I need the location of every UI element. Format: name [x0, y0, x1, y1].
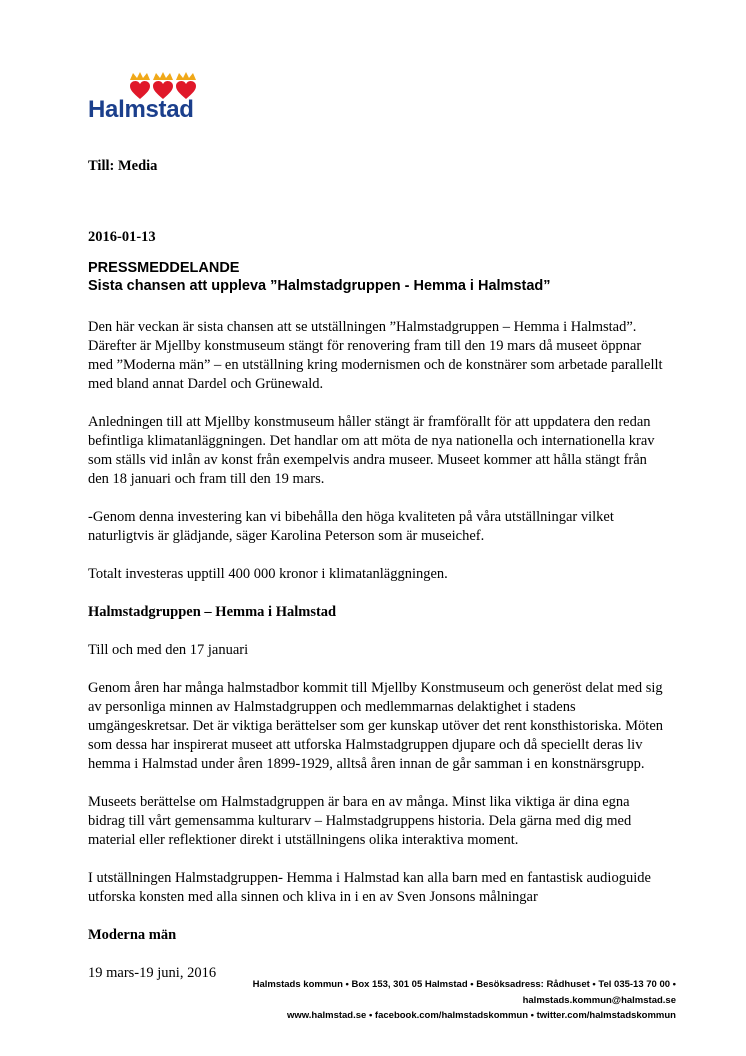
recipient-line: Till: Media [88, 158, 158, 174]
paragraph: Till och med den 17 januari [88, 642, 249, 658]
paragraph: I utställningen Halmstadgruppen- Hemma i Halmstad kan alla barn med en fantastisk audioguide utforska konsten med alla sinnen och kliva in i en av Sven Jonsons målningar [88, 870, 651, 905]
section-heading: Halmstadgruppen – Hemma i Halmstad [88, 604, 337, 620]
footer-address: Halmstads kommun • Box 153, 301 05 Halmstad • Besöksadress: Rådhuset • Tel 035-13 70 00 • [252, 979, 676, 990]
release-date: 2016-01-13 [88, 229, 156, 245]
logo-text: Halmstad [88, 96, 194, 123]
paragraph: Genom åren har många halmstadbor kommit till Mjellby Konstmuseum och generöst delat med sig av personliga minnen av Halmstadgruppen och medlemmarnas delaktighet i stadens umgängeskretsar. Det är viktiga berättelser som ger kunskap utöver det rent konsthistoriska. Möten som dessa har inspirerat museet att utforska Halmstadgruppen djupare och då speciellt deras liv hemma i Halmstad under åren 1899-1929, alltså åren innan de går samman i en konstnärsgrupp. [88, 680, 664, 772]
press-release-label: PRESSMEDDELANDE [88, 260, 240, 276]
paragraph: -Genom denna investering kan vi bibehålla den höga kvaliteten på våra utställningar vilket naturligtvis är glädjande, säger Karolina Peterson som är museichef. [88, 509, 614, 544]
halmstad-logo [88, 70, 204, 124]
headline: Sista chansen att uppleva ”Halmstadgruppen - Hemma i Halmstad” [88, 278, 551, 294]
footer-email: halmstads.kommun@halmstad.se [522, 994, 676, 1006]
paragraph: 19 mars-19 juni, 2016 [88, 965, 217, 981]
paragraph: Totalt investeras upptill 400 000 kronor i klimatanläggningen. [88, 566, 448, 582]
paragraph: Anledningen till att Mjellby konstmuseum håller stängt är framförallt för att uppdatera den redan befintliga klimatanläggningen. Det handlar om att möta de nya nationella och internationella krav som ställs vid inlån av konst från exempelvis andra museer. Museet kommer att hålla stängt från den 18 januari och fram till den 19 mars. [88, 414, 655, 487]
body-text [88, 318, 668, 1002]
footer [253, 977, 676, 1024]
footer-links: www.halmstad.se • facebook.com/halmstadskommun • twitter.com/halmstadskommun [286, 1010, 676, 1021]
paragraph: Den här veckan är sista chansen att se utställningen ”Halmstadgruppen – Hemma i Halmstad”. Därefter är Mjellby konstmuseum stängt för renovering fram till den 19 mars då museet öppnar med ”Moderna män” – en utställning kring modernismen och de konstnärer som arbetade parallellt med bland annat Dardel och Grünewald. [88, 319, 663, 392]
section-heading: Moderna män [88, 927, 177, 943]
paragraph: Museets berättelse om Halmstadgruppen är bara en av många. Minst lika viktiga är dina egna bidrag till vårt gemensamma kulturarv – Halmstadgruppens historia. Dela gärna med dig med material eller reflektioner direkt i utställningens olika interaktiva moment. [88, 794, 632, 848]
